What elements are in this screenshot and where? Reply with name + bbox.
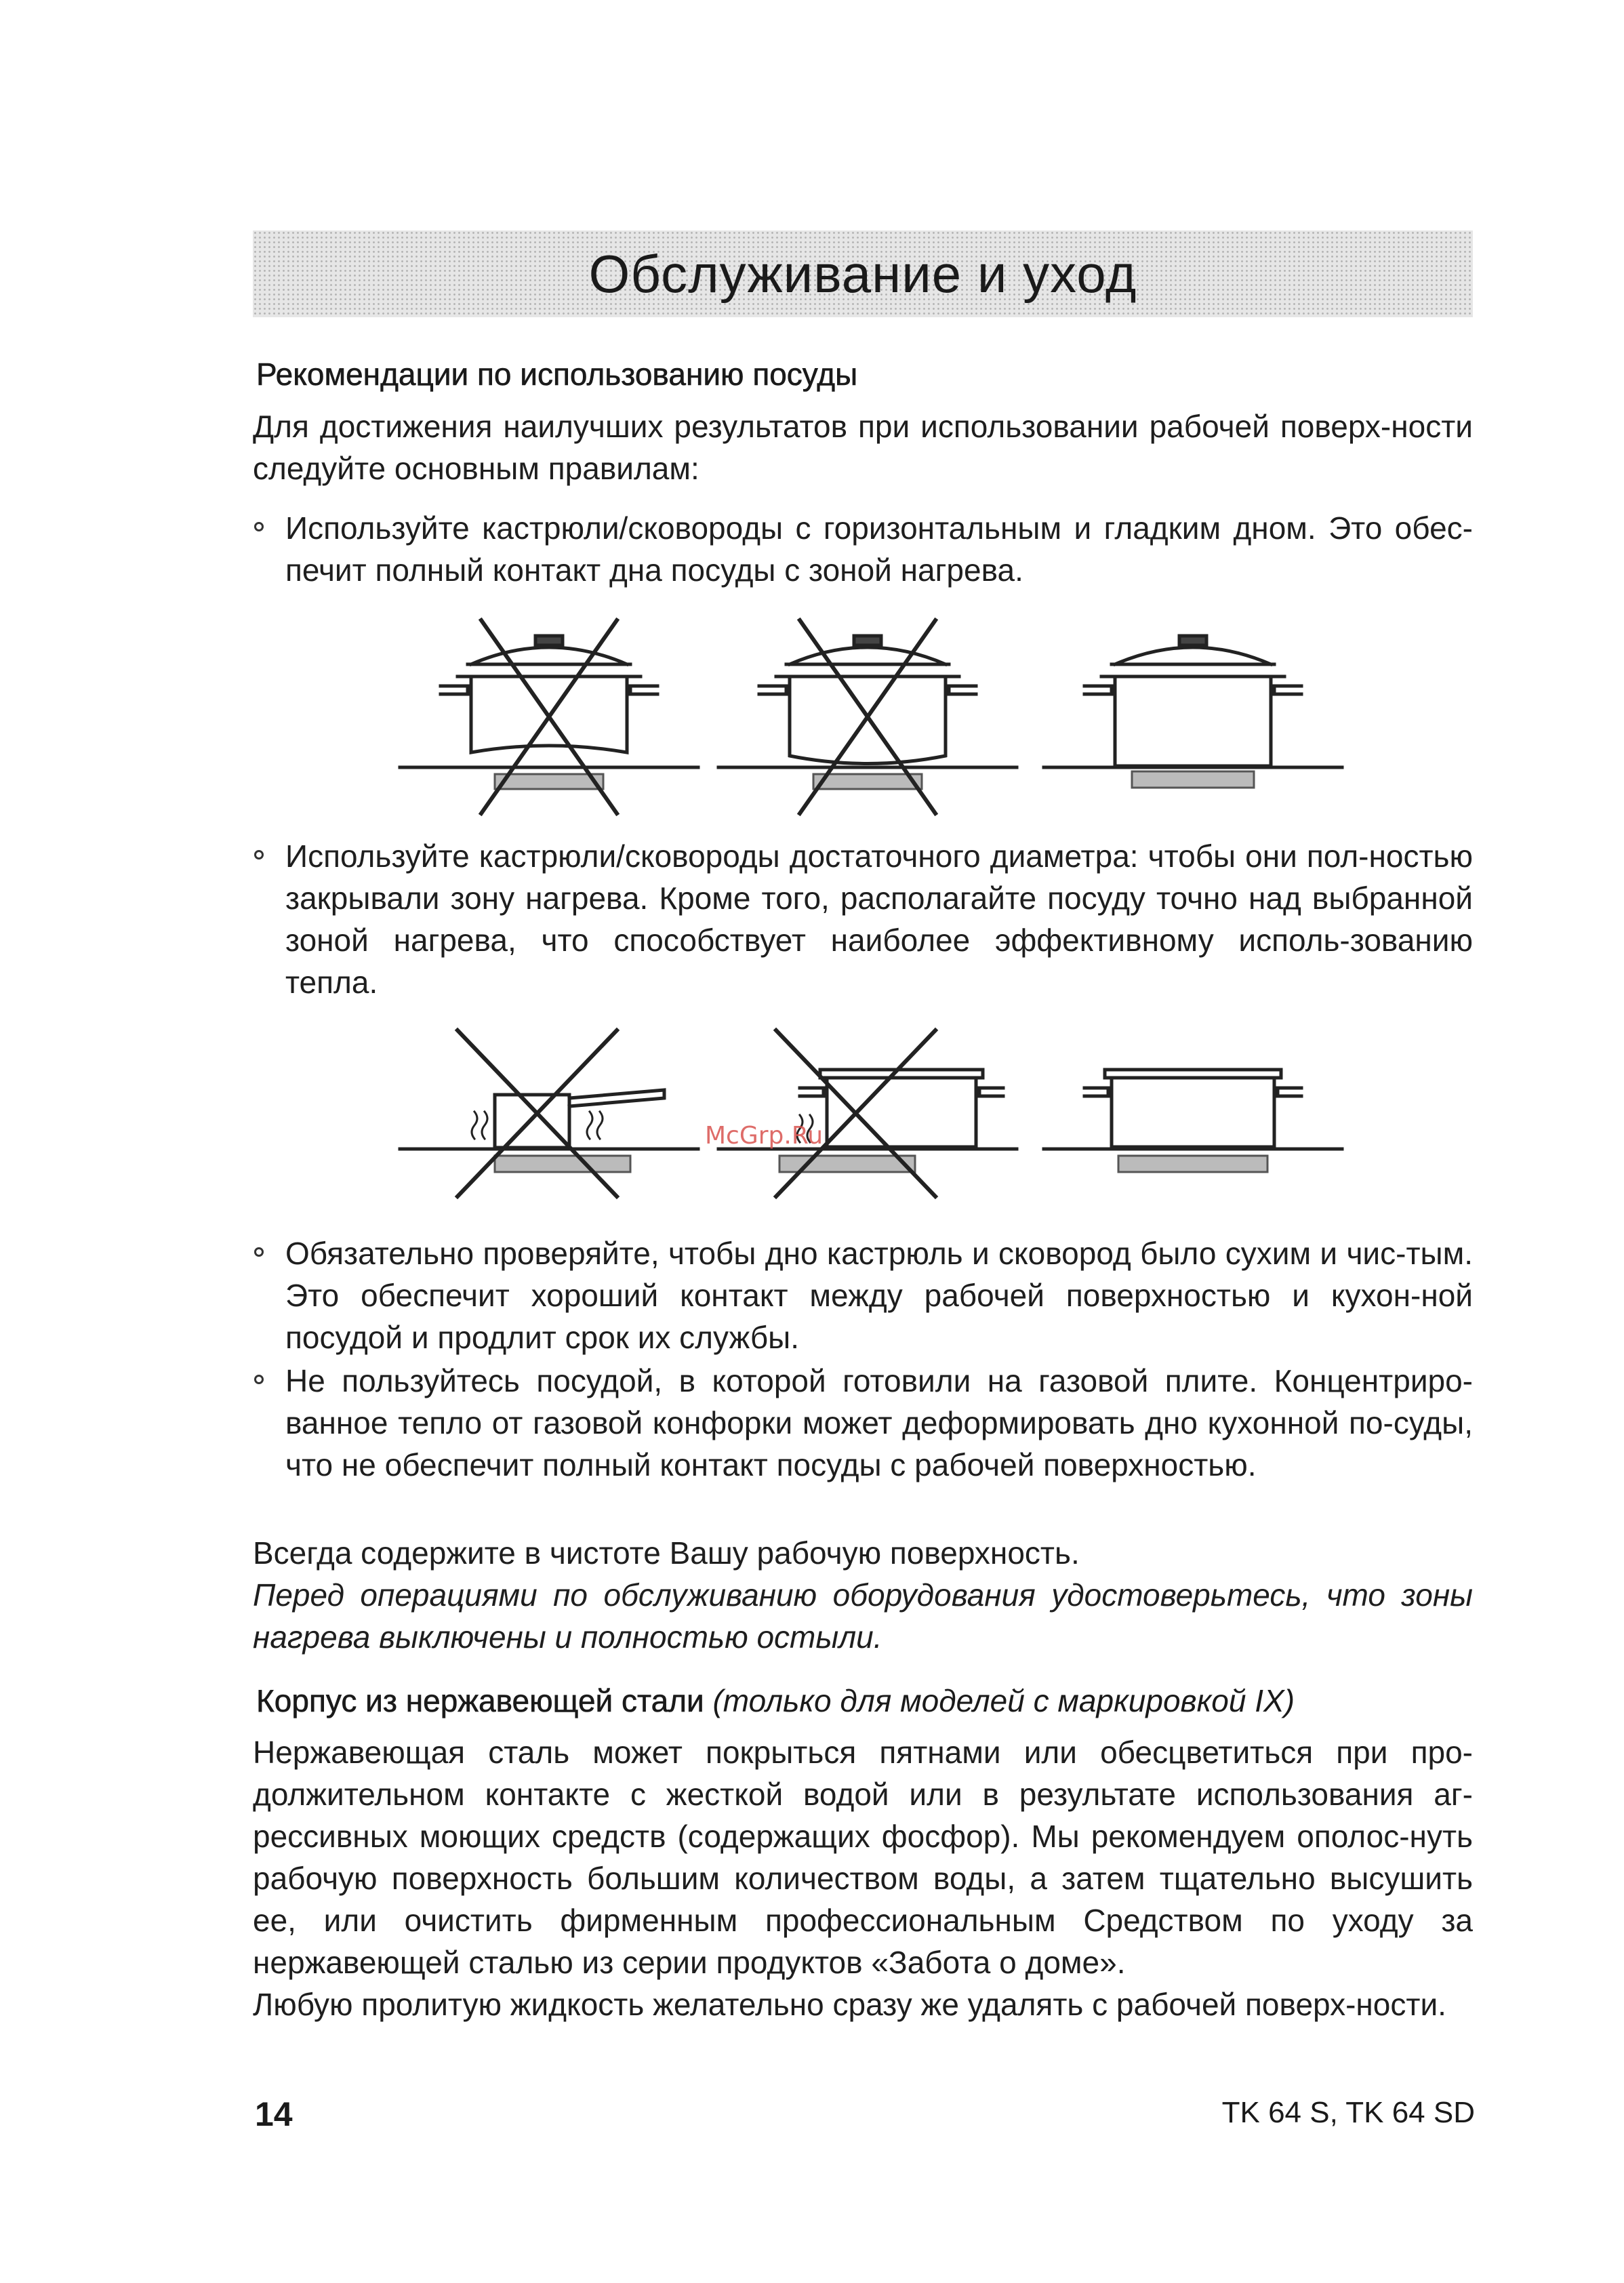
model-label: TK 64 S, TK 64 SD [1221, 2096, 1475, 2129]
title-band [253, 230, 1473, 317]
pot-flat-bottom-figure [1044, 636, 1342, 788]
intro-paragraph: Для достижения наилучших результатов при использовании рабочей поверх-ности следуйте основным правилам: [253, 409, 1473, 486]
pan-off-center-figure [718, 1030, 1017, 1196]
bullet-item [253, 1360, 1473, 1486]
safety-note: Перед операциями по обслуживанию оборудования удостоверьтесь, что зоны нагрева выключены и полностью остыли. [253, 1577, 1473, 1655]
pot-convex-bottom-figure [718, 620, 1017, 813]
watermark-text: McGrp.Ru [705, 1122, 824, 1150]
bullet-icon [254, 1247, 264, 1257]
pan-correct-figure [1044, 1070, 1342, 1172]
page-title: Обслуживание и уход [588, 243, 1137, 304]
section-heading-stainless-note: (только для моделей с маркировкой IX) [712, 1683, 1295, 1718]
stainless-body: Нержавеющая сталь может покрыться пятнами или обесцветиться при про-должительном контакте с жесткой водой или в результате использования аг-рессивных моющих средств (содержащих фосфор). Мы рекомендуем ополос-нуть рабочую поверхность большим количеством воды, а затем тщательно высушить ее, или очистить фирменным профессиональным Средством по уходу за нержавеющей сталью из серии продуктов «Забота о доме». [253, 1735, 1473, 1980]
bullet-text: Обязательно проверяйте, чтобы дно кастрюль и сковород было сухим и чис-тым. Это обеспечит хороший контакт между рабочей поверхностью и кухон-ной посудой и продлит срок их службы. [285, 1236, 1473, 1355]
pot-bottom-diagram [393, 617, 1356, 820]
section-heading-cookware: Рекомендации по использованию посуды [256, 357, 858, 392]
section-heading-stainless-text: Корпус из нержавеющей стали [256, 1683, 704, 1718]
bullet-item [253, 835, 1473, 1003]
bullet-item [253, 1232, 1473, 1358]
bullet-item [253, 507, 1473, 591]
pan-too-small-figure [400, 1030, 698, 1196]
bullet-icon [254, 1375, 264, 1384]
spill-note: Любую пролитую жидкость желательно сразу же удалять с рабочей поверх-ности. [253, 1987, 1446, 2022]
bullet-icon [254, 522, 264, 531]
bullet-text: Используйте кастрюли/сковороды с горизонтальным и гладким дном. Это обес-печит полный контакт дна посуды с зоной нагрева. [285, 510, 1473, 588]
pot-diameter-diagram [393, 1024, 1356, 1207]
bullet-text: Используйте кастрюли/сковороды достаточного диаметра: чтобы они пол-ностью закрывали зону нагрева. Кроме того, располагайте посуду точно над выбранной зоной нагрева, что способствует наиболее эффективному исполь-зованию тепла. [285, 839, 1473, 1000]
pot-concave-bottom-figure [400, 620, 698, 813]
clean-note: Всегда содержите в чистоте Вашу рабочую поверхность. [253, 1535, 1080, 1571]
section-heading-stainless [256, 1682, 1476, 1719]
bullet-text: Не пользуйтесь посудой, в которой готовили на газовой плите. Концентриро-ванное тепло от газовой конфорки может деформировать дно кухонной по-суды, что не обеспечит полный контакт посуды с рабочей поверхностью. [285, 1363, 1473, 1482]
bullet-icon [254, 850, 264, 860]
page-number: 14 [255, 2095, 293, 2133]
